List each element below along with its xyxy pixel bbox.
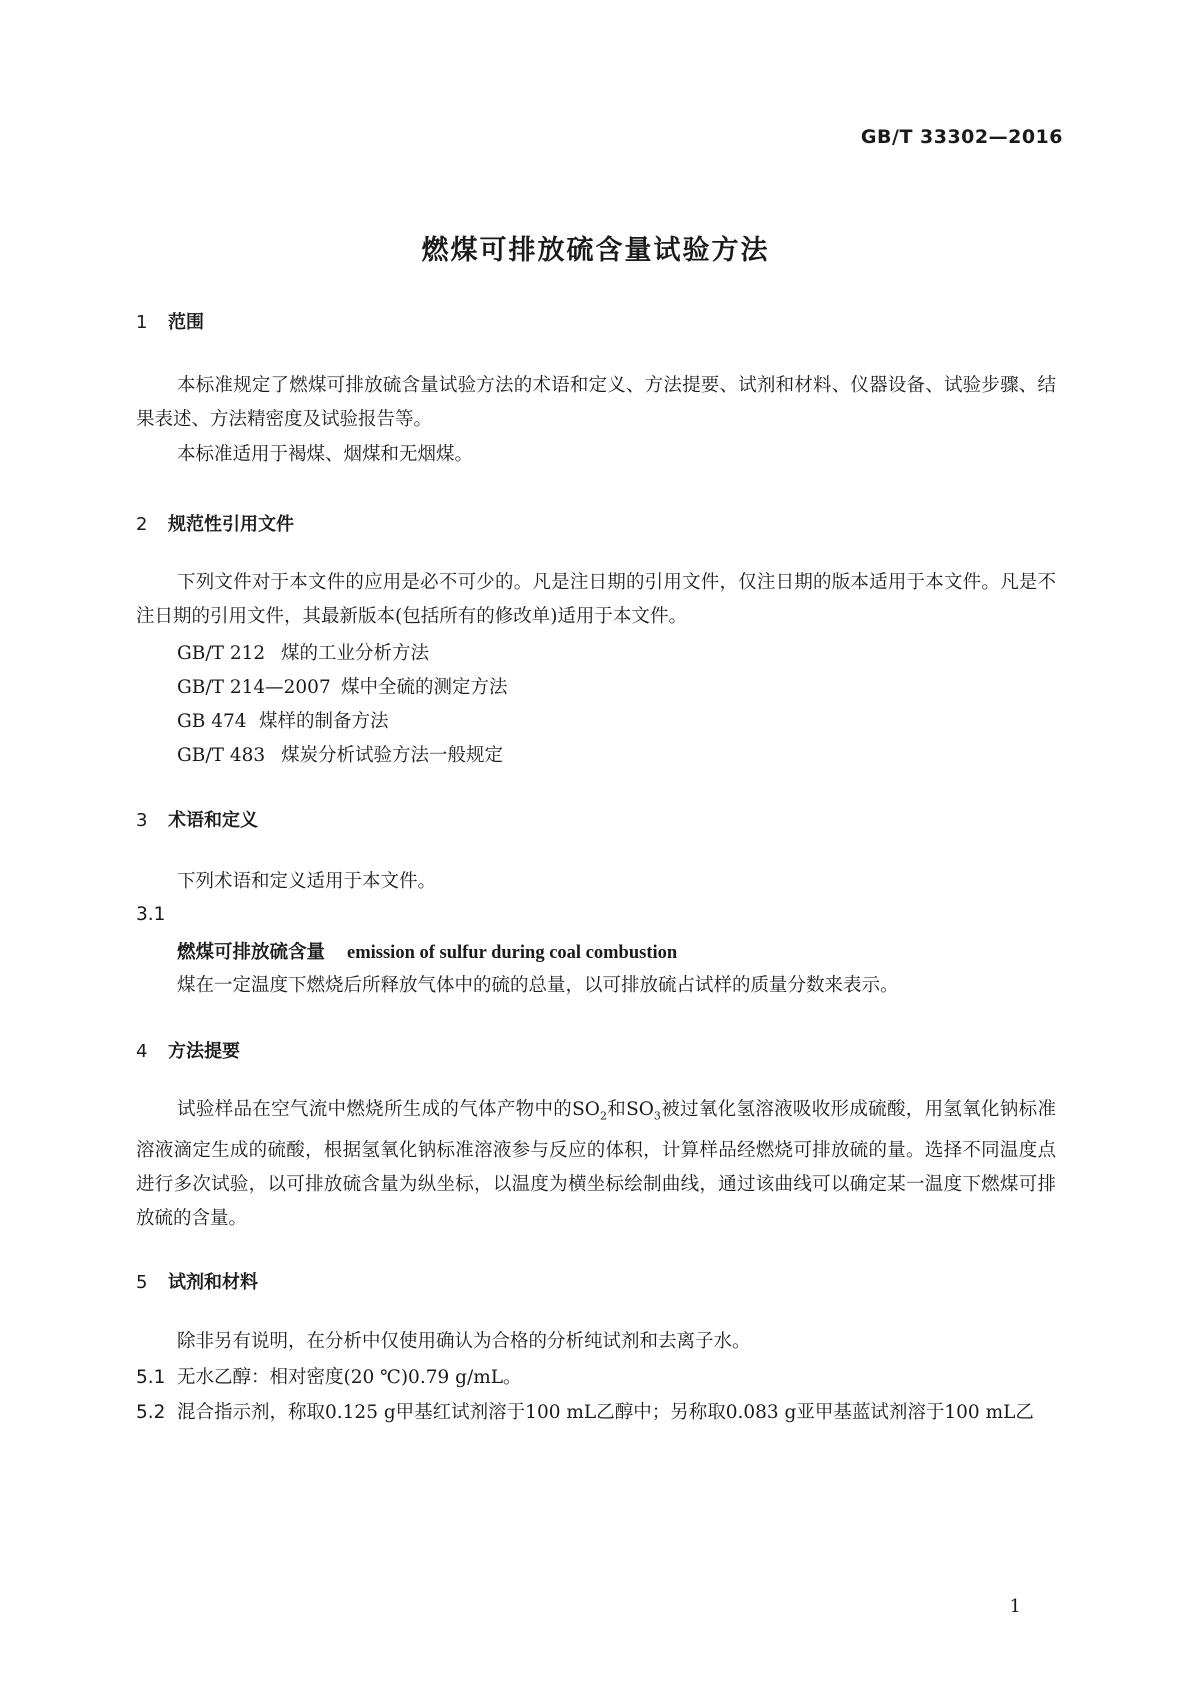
reference-item — [177, 741, 503, 767]
item-number: 5.1 — [136, 1367, 166, 1388]
term-number: 3.1 — [136, 904, 166, 925]
list-item — [136, 1398, 1034, 1424]
reference-code: GB/T 214—2007 — [177, 677, 331, 698]
term-zh: 燃煤可排放硫含量 — [177, 942, 326, 963]
paragraph: 试验样品在空气流中燃烧所生成的气体产物中的$SO_2$和$SO_3$被过氧化氢溶液吸收形成硫酸，用氢氧化钠标准溶液滴定生成的硫酸，根据氢氧化钠标准溶液参与反应的体积，计算样品经燃烧可排放硫的量。选择不同温度点进行多次试验，以可排放硫含量为纵坐标，以温度为横坐标绘制曲线，通过该曲线可以确定某一温度下燃煤可排放硫的含量。 — [136, 1099, 1056, 1229]
section-title: 方法提要 — [168, 1041, 240, 1062]
page-number: 1 — [1009, 1596, 1021, 1617]
item-number: 5.2 — [136, 1402, 166, 1423]
section-heading-5 — [136, 1268, 258, 1294]
paragraph: 本标准规定了燃煤可排放硫含量试验方法的术语和定义、方法提要、试剂和材料、仪器设备、试验步骤、结果表述、方法精密度及试验报告等。 — [136, 375, 1056, 430]
paragraph: 下列术语和定义适用于本文件。 — [177, 871, 437, 892]
reference-title: 煤的工业分析方法 — [281, 643, 430, 664]
term-en: emission of sulfur during coal combustion — [347, 943, 678, 963]
reference-title: 煤样的制备方法 — [259, 711, 389, 732]
section-title: 规范性引用文件 — [168, 514, 294, 535]
standard-code: GB/T 33302—2016 — [860, 126, 1063, 148]
reference-code: GB/T 212 — [177, 643, 266, 664]
term-entry — [177, 938, 677, 964]
item-text: 无水乙醇：相对密度(20 ℃)0.79 g/mL。 — [177, 1367, 522, 1388]
section-number: 4 — [136, 1041, 148, 1062]
item-text: 混合指示剂，称取0.125 g甲基红试剂溶于100 mL乙醇中；另称取0.083 g亚甲基蓝试剂溶于100 mL乙 — [177, 1402, 1034, 1423]
reference-code: GB/T 483 — [177, 745, 266, 766]
section-number: 3 — [136, 810, 148, 831]
section-number: 2 — [136, 514, 148, 535]
paragraph: 下列文件对于本文件的应用是必不可少的。凡是注日期的引用文件，仅注日期的版本适用于本文件。凡是不注日期的引用文件，其最新版本(包括所有的修改单)适用于本文件。 — [136, 572, 1056, 627]
section-heading-2 — [136, 510, 294, 536]
section-heading-3 — [136, 806, 258, 832]
section-number: 5 — [136, 1272, 148, 1293]
section-heading-1 — [136, 308, 204, 334]
reference-item — [177, 707, 389, 733]
paragraph: 本标准适用于褐煤、烟煤和无烟煤。 — [177, 444, 474, 465]
section-title: 术语和定义 — [168, 810, 258, 831]
reference-item — [177, 639, 429, 665]
reference-item — [177, 673, 508, 699]
reference-title: 煤中全硫的测定方法 — [341, 677, 508, 698]
document-title: 燃煤可排放硫含量试验方法 — [421, 235, 770, 266]
paragraph: 除非另有说明，在分析中仅使用确认为合格的分析纯试剂和去离子水。 — [177, 1331, 751, 1352]
section-number: 1 — [136, 312, 148, 333]
section-title: 范围 — [168, 312, 204, 333]
section-heading-4 — [136, 1037, 240, 1063]
reference-title: 煤炭分析试验方法一般规定 — [281, 745, 504, 766]
list-item — [136, 1363, 522, 1389]
term-definition: 煤在一定温度下燃烧后所释放气体中的硫的总量，以可排放硫占试样的质量分数来表示。 — [177, 975, 899, 996]
section-title: 试剂和材料 — [168, 1272, 258, 1293]
reference-code: GB 474 — [177, 711, 247, 732]
